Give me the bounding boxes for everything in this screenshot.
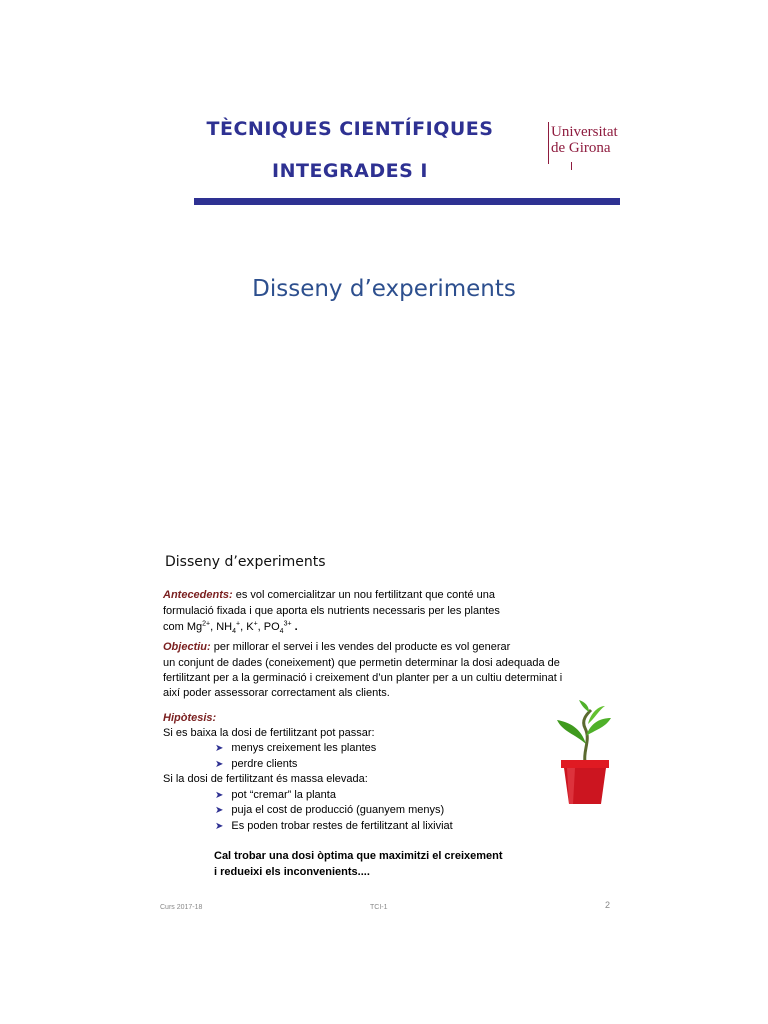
mg-charge: 2+ <box>202 620 211 628</box>
antecedents-label: Antecedents: <box>163 589 233 601</box>
arrow-bullet-icon: ➤ <box>215 759 224 770</box>
page-number: 2 <box>605 900 611 910</box>
arrow-bullet-icon: ➤ <box>215 743 224 754</box>
arrow-bullet-icon: ➤ <box>215 821 224 832</box>
logo-line-1: Universitat <box>551 124 618 140</box>
objectiu-line-2: un conjunt de dades (coneixement) que permetin determinar la dosi adequada de <box>163 657 560 669</box>
antecedents-com-mg: com Mg <box>163 621 203 633</box>
objectiu-line-4: així poder assessorar correctament als clients. <box>163 687 390 699</box>
antecedents-nh: , NH <box>210 621 233 633</box>
hipotesis-high-intro: Si la dosi de fertilitzant és massa elevada: <box>163 773 368 785</box>
antecedents-po: , PO <box>257 621 280 633</box>
title-line-2: INTEGRADES I <box>272 160 428 182</box>
objectiu-line-1 <box>163 640 510 655</box>
footer-code: TCI-1 <box>370 904 388 911</box>
slide-subtitle: Disseny d’experiments <box>252 276 516 302</box>
antecedents-line-2: formulació fixada i que aporta els nutrients necessaris per les plantes <box>163 605 500 617</box>
title-line-1: TÈCNIQUES CIENTÍFIQUES <box>206 118 494 140</box>
nh-sup: + <box>236 620 241 628</box>
list-item <box>215 788 336 803</box>
list-item-text: perdre clients <box>231 758 298 770</box>
conclusion-line-1: Cal trobar una dosi òptima que maximitzi el creixement <box>214 850 503 862</box>
po-sup: 3+ <box>283 620 292 628</box>
list-item-text: Es poden trobar restes de fertilitzant al lixiviat <box>231 820 453 832</box>
potted-plant-icon <box>555 700 615 808</box>
objectiu-line-3: fertilitzant per a la germinació i creixement d’un planter per a un cultiu determinat i <box>163 672 563 684</box>
list-item <box>215 741 376 756</box>
arrow-bullet-icon: ➤ <box>215 805 224 816</box>
arrow-bullet-icon: ➤ <box>215 790 224 801</box>
antecedents-line-3 <box>163 620 298 635</box>
nh-sub: 4 <box>232 628 237 636</box>
hipotesis-line <box>163 711 216 726</box>
hipotesis-low-intro: Si es baixa la dosi de fertilitzant pot passar: <box>163 727 375 739</box>
list-item <box>215 819 453 834</box>
objectiu-text-1: per millorar el servei i les vendes del producte es vol generar <box>210 641 511 653</box>
po-sub: 4 <box>279 628 284 636</box>
logo-line-2: de Girona <box>551 140 611 156</box>
logo-tick <box>571 162 572 170</box>
k-sup: + <box>253 620 258 628</box>
antecedents-k: , K <box>240 621 254 633</box>
title-rule <box>194 198 620 205</box>
university-logo <box>551 124 618 156</box>
antecedents-end: . <box>291 621 298 633</box>
list-item-text: puja el cost de producció (guanyem menys) <box>231 804 445 816</box>
list-item <box>215 803 444 818</box>
list-item-text: menys creixement les plantes <box>231 742 377 754</box>
hipotesis-label: Hipòtesis: <box>163 712 217 724</box>
conclusion-line-2: i redueixi els inconvenients.... <box>214 866 370 878</box>
footer-course: Curs 2017-18 <box>160 904 203 911</box>
antecedents-text-1: es vol comercialitzar un nou fertilitzant que conté una <box>232 589 495 601</box>
list-item <box>215 757 297 772</box>
slide2-heading: Disseny d’experiments <box>165 554 326 570</box>
list-item-text: pot “cremar” la planta <box>231 789 336 801</box>
objectiu-label: Objectiu: <box>163 641 211 653</box>
antecedents-line-1 <box>163 588 495 603</box>
logo-bar <box>548 122 549 164</box>
